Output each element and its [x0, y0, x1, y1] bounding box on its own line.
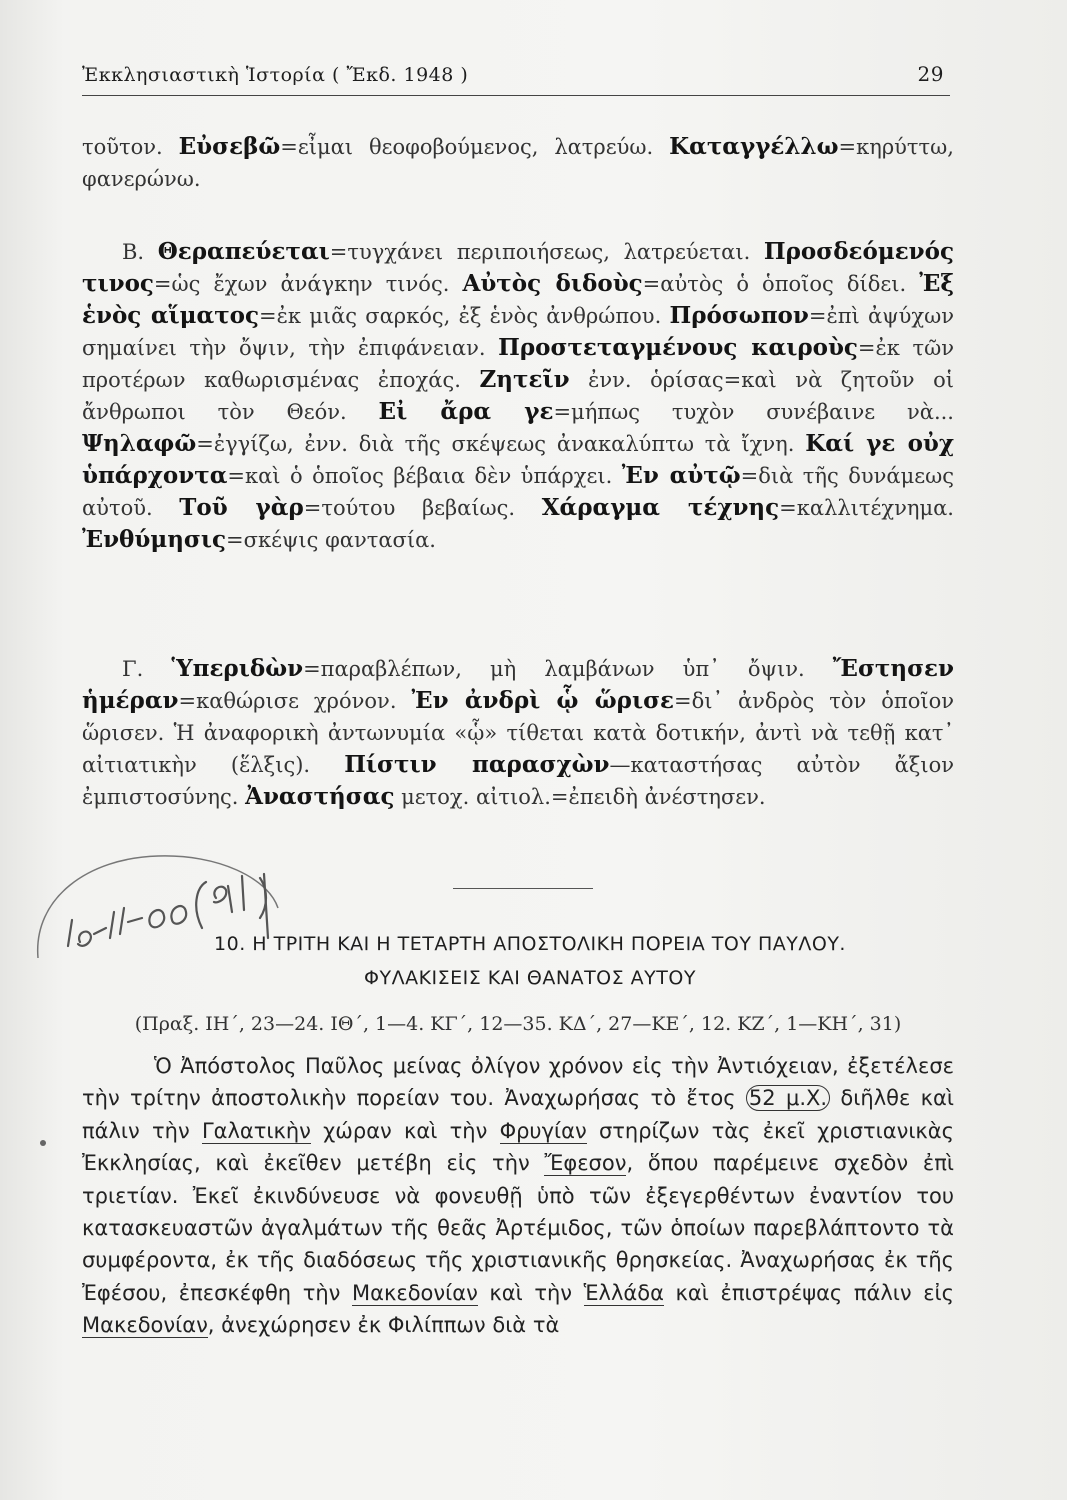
header-rule [82, 95, 950, 96]
gloss-text: —καταστήσας αὐτὸν ἄξιον ἐμπιστοσύνης. [82, 753, 954, 809]
body-text: χώραν καὶ τὴν [310, 1118, 500, 1143]
gloss-term: Καί γε οὐχ ὑπάρχοντα [82, 430, 954, 489]
gloss-term: Πρόσωπον [669, 302, 809, 329]
gloss-term: Θεραπεύεται [157, 238, 330, 265]
gloss-term: Ἐξ ἑνὸς αἵματος [82, 270, 954, 329]
gloss-term: Ἐν αὐτῷ [621, 462, 741, 489]
body-text: , ἀνεχώρησεν ἐκ Φιλίππων διὰ τὰ [207, 1313, 560, 1338]
body-text: καὶ ἐπιστρέψας πάλιν εἰς [663, 1280, 954, 1305]
gloss-text: =ἐκ μιᾶς σαρκός, ἐξ ἑνὸς ἀνθρώπου. [259, 304, 662, 328]
underlined-place: Μακεδονίαν [352, 1280, 478, 1305]
gloss-term: Ἐν ἀνδρὶ ᾧ ὥρισε [411, 687, 675, 714]
gloss-text: μετοχ. αἰτιολ.=ἐπειδὴ ἀνέστησεν. [401, 785, 766, 809]
gloss-text: =καλλιτέχνημα. [779, 496, 954, 520]
gloss-text: ἐνν. ὁρίσας=καὶ νὰ ζητοῦν οἱ ἄνθρωποι τὸν Θεόν. [82, 368, 954, 424]
handwritten-annotation [28, 838, 288, 968]
gloss-term: Αὐτὸς διδοὺς [462, 270, 643, 297]
gloss-term: Εἰ ἄρα γε [378, 398, 554, 425]
running-title: Ἐκκλησιαστικὴ Ἱστορία ( Ἔκδ. 1948 ) [82, 64, 469, 86]
gloss-text: =τυγχάνει περιποιήσεως, λατρεύεται. [329, 240, 751, 264]
gloss-text: =καθώρισε χρόνον. [178, 689, 397, 713]
body-text: καὶ τὴν [477, 1280, 584, 1305]
gloss-text: τοῦτον. [82, 135, 163, 159]
gloss-term: Προστεταγμένους καιροὺς [498, 334, 858, 361]
gloss-text: =ἐκ τῶν προτέρων καθωρισμένας ἐποχάς. [82, 336, 954, 392]
gloss-text: =σκέψις φαντασία. [226, 528, 436, 552]
page-number: 29 [917, 62, 944, 86]
gloss-term: Τοῦ γὰρ [179, 494, 304, 521]
gloss-term: Ζητεῖν [479, 366, 570, 393]
body-text: , ὅπου παρέμεινε σχεδὸν ἐπὶ τριετίαν. Ἐκεῖ ἐκινδύνευσε νὰ φονευθῇ ὑπὸ τῶν ἐξεγερθέντων ἐναντίον του κατασκευαστῶν ἀγαλμάτων τῆς θεᾶς Ἀρτέμιδος, τῶν ὁποίων παρεβλάπτοντο τὰ συμφέροντα, ἐκ τῆς διαδόσεως τῆς χριστιανικῆς θρησκείας. Ἀναχωρήσας ἐκ τῆς Ἐφέσου, ἐπεσκέφθη τὴν [82, 1151, 954, 1305]
section-title-line-1: 10. Η ΤΡΙΤΗ ΚΑΙ Η ΤΕΤΑΡΤΗ ΑΠΟΣΤΟΛΙΚΗ ΠΟΡΕΙΑ ΤΟΥ ΠΑΥΛΟΥ. [214, 933, 846, 955]
gloss-text: =μήπως τυχὸν συνέβαινε νὰ... [553, 400, 954, 424]
underlined-place: Φρυγίαν [499, 1118, 587, 1143]
body-text: διῆλθε καὶ πάλιν τὴν [82, 1086, 954, 1143]
gloss-text: =τούτου βεβαίως. [303, 496, 516, 520]
body-text: στηρίζων τὰς ἐκεῖ χριστιανικὰς Ἐκκλησίας, καὶ ἐκεῖθεν μετέβη εἰς τὴν [82, 1118, 954, 1176]
gloss-term: Προσδεόμενός τινος [82, 238, 954, 297]
circled-date: 52 μ.Χ. [746, 1085, 830, 1111]
body-paragraph [82, 1050, 954, 1342]
glossary-paragraph-continued [82, 131, 954, 195]
gloss-text: =ἐγγίζω, ἐνν. διὰ τῆς σκέψεως ἀνακαλύπτω τὰ ἴχνη. [196, 432, 795, 456]
underlined-place: Γαλατικὴν [201, 1118, 311, 1143]
gloss-term: Ψηλαφῶ [82, 430, 197, 457]
gloss-text: =καὶ ὁ ὁποῖος βέβαια δὲν ὑπάρχει. [227, 464, 613, 488]
gloss-term: Καταγγέλλω [669, 133, 839, 160]
body-text: Ὁ Ἀπόστολος Παῦλος μείνας ὀλίγον χρόνον εἰς τὴν Ἀντιόχειαν, ἐξετέλεσε τὴν τρίτην ἀποστολικὴν πορείαν του. Ἀναχωρήσας τὸ ἔτος [82, 1054, 954, 1111]
gloss-term: Ἔστησεν ἡμέραν [82, 655, 954, 714]
section-title-line-2: ΦΥΛΑΚΙΣΕΙΣ ΚΑΙ ΘΑΝΑΤΟΣ ΑΥΤΟΥ [364, 967, 696, 989]
running-head [82, 60, 952, 90]
glossary-paragraph-b [82, 236, 954, 556]
gloss-marker: Γ. [122, 657, 144, 681]
gloss-text: =αὐτὸς ὁ ὁποῖος δίδει. [642, 272, 907, 296]
gloss-text: =ἐπὶ ἀψύχων σημαίνει τὴν ὄψιν, τὴν ἐπιφάνειαν. [82, 304, 954, 360]
gloss-text: =ὡς ἔχων ἀνάγκην τινός. [153, 272, 450, 296]
scripture-references: (Πραξ. ΙΗ΄, 23—24. ΙΘ΄, 1—4. ΚΓ΄, 12—35. ΚΔ΄, 27—ΚΕ΄, 12. ΚΖ΄, 1—ΚΗ΄, 31) [134, 1013, 902, 1035]
gloss-term: Πίστιν παρασχὼν [344, 751, 610, 778]
glossary-paragraph-c [82, 653, 954, 813]
section-separator [453, 888, 593, 889]
gloss-term: Ἐνθύμησις [82, 526, 227, 553]
gloss-text: =παραβλέπων, μὴ λαμβάνων ὑπ᾿ ὄψιν. [303, 657, 805, 681]
gloss-text: =κηρύττω, φανερώνω. [82, 135, 954, 191]
handwritten-date-drawing [28, 838, 288, 968]
gloss-text: =δι᾿ ἀνδρὸς τὸν ὁποῖον ὥρισεν. Ἡ ἀναφορικὴ ἀντωνυμία «ᾧ» τίθεται κατὰ δοτικήν, ἀντὶ νὰ τεθῇ κατ᾿ αἰτιατικὴν (ἕλξις). [82, 689, 954, 777]
gloss-term: Χάραγμα τέχνης [541, 494, 780, 521]
underlined-place: Ἑλλάδα [583, 1280, 664, 1305]
gloss-term: Εὐσεβῶ [178, 133, 281, 160]
gloss-text: =εἶμαι θεοφοβούμενος, λατρεύω. [280, 135, 654, 159]
underlined-place: Μακεδονίαν [82, 1313, 208, 1338]
page-mark [40, 1140, 46, 1146]
gloss-term: Ὑπεριδὼν [171, 655, 304, 682]
gloss-marker: Β. [122, 240, 145, 264]
gloss-text: =διὰ τῆς δυνάμεως αὐτοῦ. [82, 464, 954, 520]
underlined-place: Ἔφεσον [544, 1151, 627, 1176]
gloss-term: Ἀναστήσας [245, 783, 395, 810]
